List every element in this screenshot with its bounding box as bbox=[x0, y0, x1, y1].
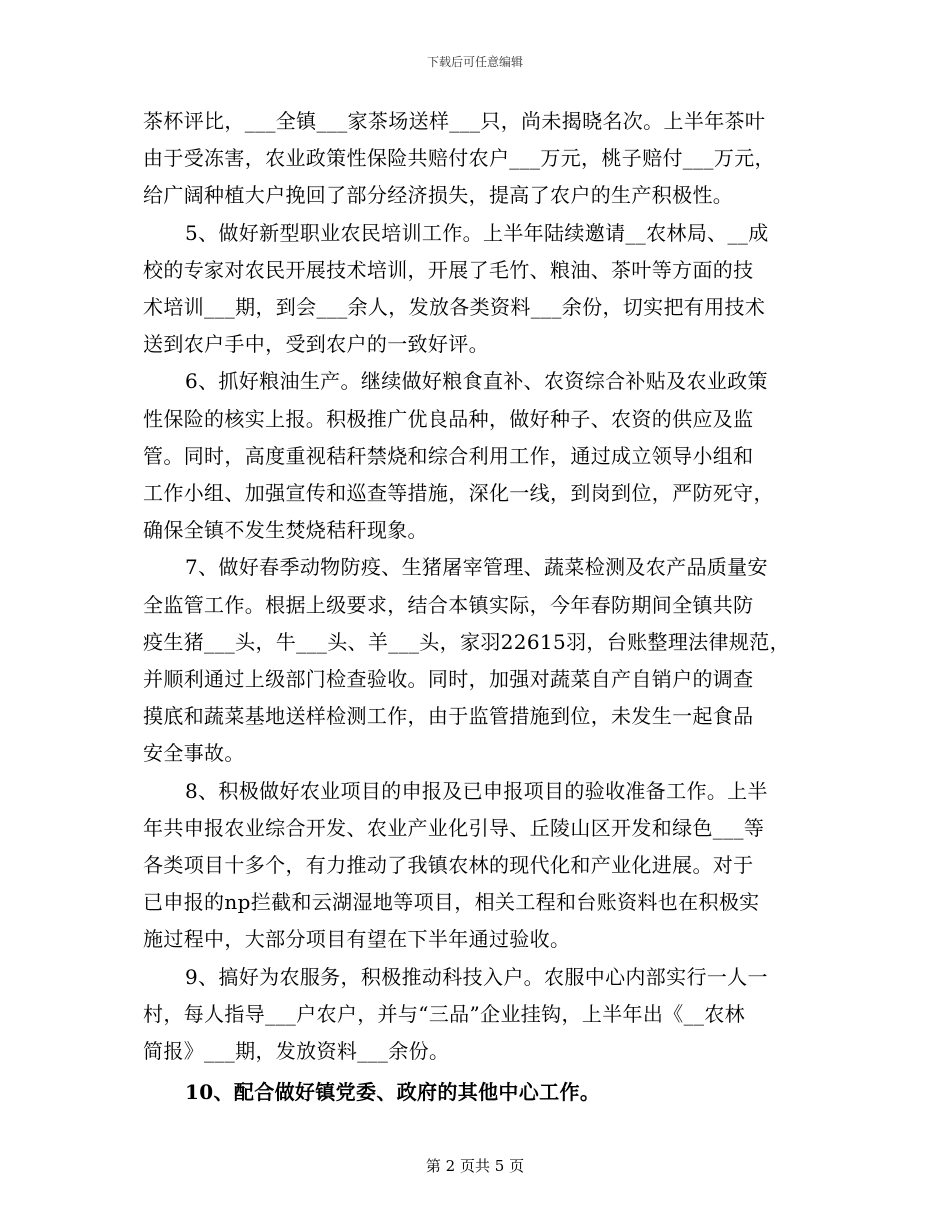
text-line: 8、积极做好农业项目的申报及已申报项目的验收准备工作。上半 bbox=[185, 778, 768, 803]
text-line: 10、配合做好镇党委、政府的其他中心工作。 bbox=[185, 1080, 601, 1105]
text-line: 工作小组、加强宣传和巡查等措施，深化一线，到岗到位，严防死守， bbox=[143, 481, 774, 506]
paragraph-10-heading bbox=[143, 1074, 808, 1111]
text-line: 9、搞好为农服务，积极推动科技入户。农服中心内部实行一人一 bbox=[185, 964, 768, 989]
paragraph-9 bbox=[143, 959, 808, 1071]
text-line: 全监管工作。根据上级要求，结合本镇实际，今年春防期间全镇共防 bbox=[143, 592, 754, 617]
page-number: 第 2 页共 5 页 bbox=[425, 1157, 525, 1175]
text-line: 7、做好春季动物防疫、生猪屠宰管理、蔬菜检测及农产品质量安 bbox=[185, 555, 768, 580]
text-line: 给广阔种植大户挽回了部分经济损失，提高了农户的生产积极性。 bbox=[143, 183, 734, 208]
text-line: 简报》___期，发放资料___余份。 bbox=[143, 1039, 450, 1064]
text-line: 校的专家对农民开展技术培训，开展了毛竹、粮油、茶叶等方面的技 bbox=[143, 257, 754, 282]
paragraph-7 bbox=[143, 549, 808, 772]
text-line: 术培训___期，到会___余人，发放各类资料___余份，切实把有用技术 bbox=[143, 295, 766, 320]
text-line: 安全事故。 bbox=[143, 741, 245, 766]
text-line: 各类项目十多个，有力推动了我镇农林的现代化和产业化进展。对于 bbox=[143, 853, 754, 878]
paragraph-4-continuation bbox=[143, 103, 808, 215]
paragraph-8 bbox=[143, 773, 808, 959]
paragraph-5 bbox=[143, 215, 808, 364]
text-line: 性保险的核实上报。积极推广优良品种，做好种子、农资的供应及监 bbox=[143, 406, 754, 431]
text-line: 由于受冻害，农业政策性保险共赔付农户___万元，桃子赔付___万元， bbox=[143, 146, 775, 171]
text-line: 6、抓好粮油生产。继续做好粮食直补、农资综合补贴及农业政策 bbox=[185, 369, 768, 394]
text-line: 摸底和蔬菜基地送样检测工作，由于监管措施到位，未发生一起食品 bbox=[143, 704, 754, 729]
text-line: 疫生猪___头，牛___头、羊___头，家羽22615羽，台账整理法律规范， bbox=[143, 629, 790, 654]
text-line: 施过程中，大部分项目有望在下半年通过验收。 bbox=[143, 927, 571, 952]
text-line: 茶杯评比，___全镇___家茶场送样___只，尚未揭晓名次。上半年茶叶 bbox=[143, 109, 766, 133]
text-line: 5、做好新型职业农民培训工作。上半年陆续邀请__农林局、__成 bbox=[185, 220, 769, 245]
text-line: 管。同时，高度重视秸秆禁烧和综合利用工作，通过成立领导小组和 bbox=[143, 443, 754, 468]
document-body bbox=[143, 103, 808, 1111]
page-header: 下载后可任意编辑 bbox=[426, 55, 523, 69]
text-line: 确保全镇不发生焚烧秸秆现象。 bbox=[143, 518, 428, 543]
text-line: 年共申报农业综合开发、农业产业化引导、丘陵山区开发和绿色___等 bbox=[143, 815, 765, 840]
text-line: 已申报的np拦截和云湖湿地等项目，相关工程和台账资料也在积极实 bbox=[143, 890, 760, 915]
paragraph-6 bbox=[143, 363, 808, 549]
text-line: 村，每人指导___户农户，并与“三品”企业挂钩，上半年出《__农林 bbox=[143, 1001, 745, 1026]
text-line: 并顺利通过上级部门检查验收。同时，加强对蔬菜自产自销户的调查 bbox=[143, 667, 754, 692]
text-line: 送到农户手中，受到农户的一致好评。 bbox=[143, 332, 489, 357]
